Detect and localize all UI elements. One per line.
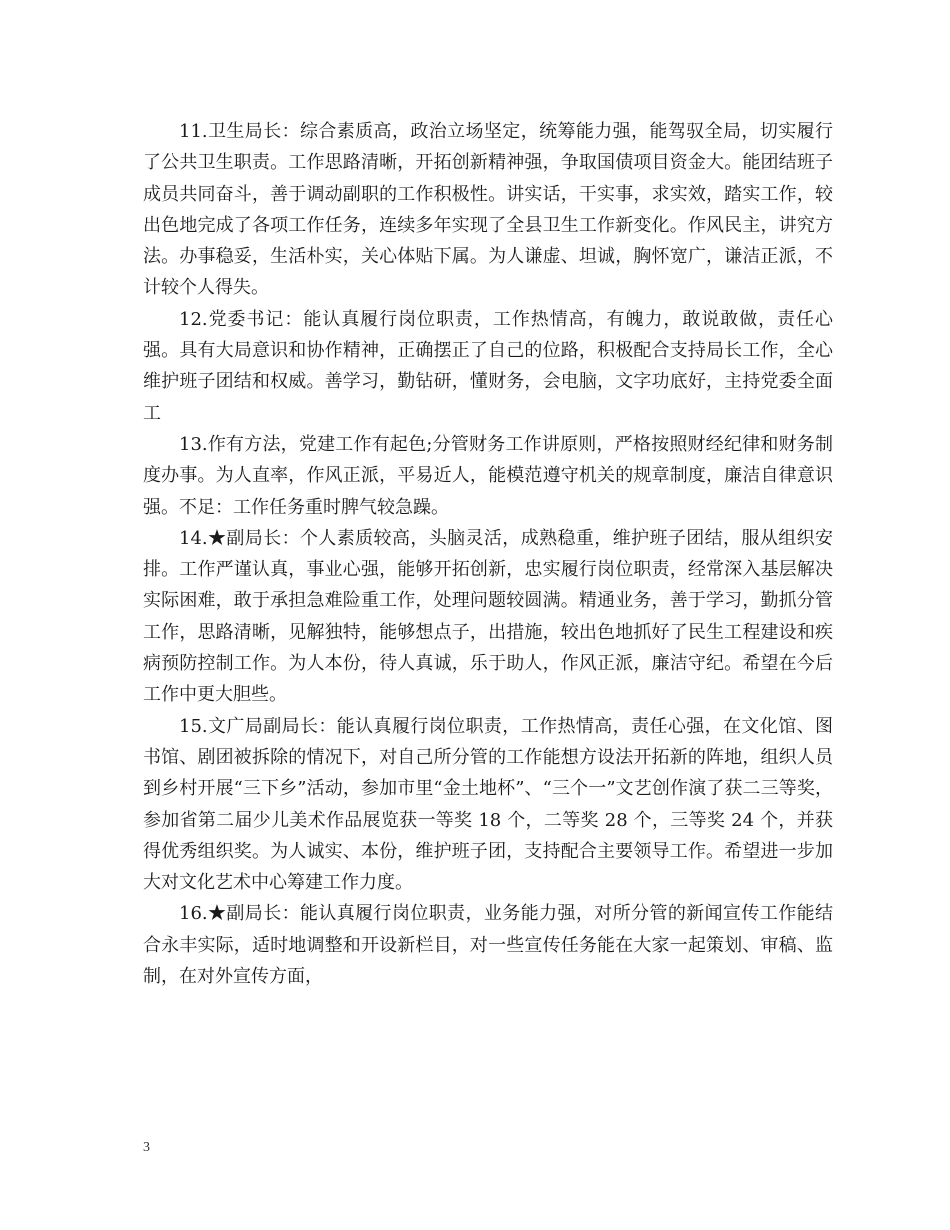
paragraph-12: 12.党委书记：能认真履行岗位职责，工作热情高，有魄力，敢说敢做，责任心强。具有大局意识和协作精神，正确摆正了自己的位路，积极配合支持局长工作，全心维护班子团结和权威。善学习，勤钻研，懂财务，会电脑，文字功底好，主持党委全面工 <box>143 308 833 424</box>
page-number: 3 <box>143 1140 150 1155</box>
paragraph-15: 15.文广局副局长：能认真履行岗位职责，工作热情高，责任心强，在文化馆、图书馆、剧团被拆除的情况下，对自己所分管的工作能想方设法开拓新的阵地，组织人员到乡村开展“三下乡”活动，参加市里“金土地杯”、“三个一”文艺创作演了获二三等奖，参加省第二届少儿美术作品展览获一等奖 18 个，二等奖 28 个，三等奖 24 个，并获得优秀组织奖。为人诚实、本份，维护班子团，支持配合主要领导工作。希望进一步加大对文化艺术中心筹建工作力度。 <box>143 715 833 894</box>
paragraph-16: 16.★副局长：能认真履行岗位职责，业务能力强，对所分管的新闻宣传工作能结合永丰实际，适时地调整和开设新栏目，对一些宣传任务能在大家一起策划、审稿、监制，在对外宣传方面， <box>143 903 833 988</box>
document-body <box>143 116 833 992</box>
paragraph-13: 13.作有方法，党建工作有起色;分管财务工作讲原则，严格按照财经纪律和财务制度办事。为人直率，作风正派，平易近人，能模范遵守机关的规章制度，廉洁自律意识强。不足：工作任务重时脾气较急躁。 <box>143 433 833 518</box>
paragraph-14: 14.★副局长：个人素质较高，头脑灵活，成熟稳重，维护班子团结，服从组织安排。工作严谨认真，事业心强，能够开拓创新，忠实履行岗位职责，经常深入基层解决实际困难，敢于承担急难险重工作，处理问题较圆满。精通业务，善于学习，勤抓分管工作，思路清晰，见解独特，能够想点子，出措施，较出色地抓好了民生工程建设和疾病预防控制工作。为人本份，待人真诚，乐于助人，作风正派，廉洁守纪。希望在今后工作中更大胆些。 <box>143 527 833 706</box>
paragraph-11: 11.卫生局长：综合素质高，政治立场坚定，统筹能力强，能驾驭全局，切实履行了公共卫生职责。工作思路清晰，开拓创新精神强，争取国债项目资金大。能团结班子成员共同奋斗，善于调动副职的工作积极性。讲实话，干实事，求实效，踏实工作，较出色地完成了各项工作任务，连续多年实现了全县卫生工作新变化。作风民主，讲究方法。办事稳妥，生活朴实，关心体贴下属。为人谦虚、坦诚，胸怀宽广，谦洁正派，不计较个人得失。 <box>143 121 833 299</box>
